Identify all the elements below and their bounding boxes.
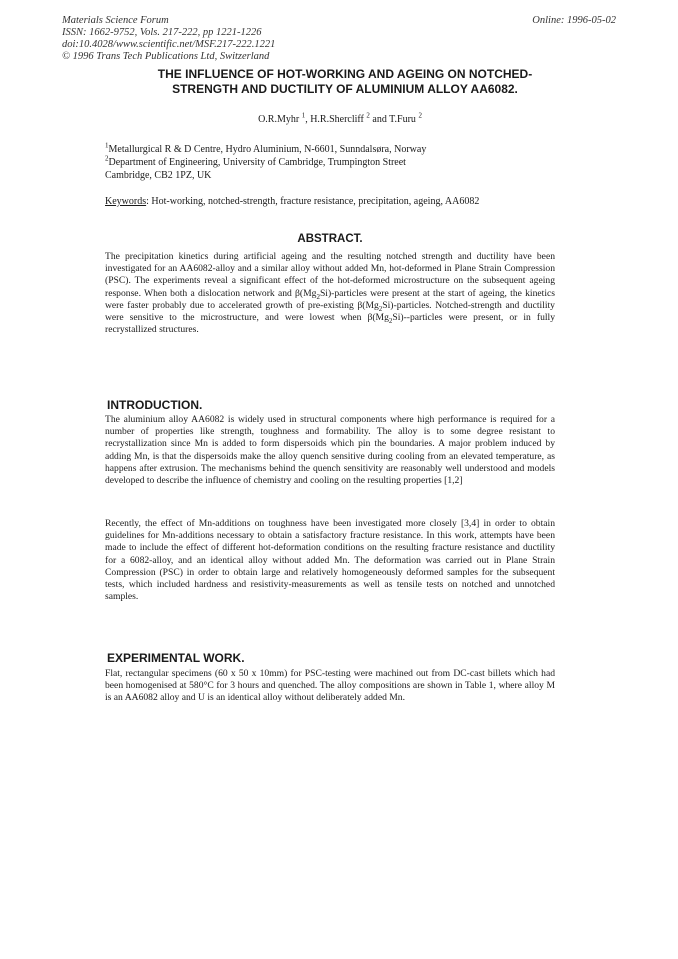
author-1: O.R.Myhr [258, 114, 300, 125]
abstract-heading: ABSTRACT. [297, 233, 363, 245]
keywords-label: Keywords [105, 196, 147, 207]
abstract-sub-1: 2 [316, 292, 320, 301]
experimental-heading: EXPERIMENTAL WORK. [107, 651, 245, 665]
abstract-text-2: Si)-particles were present at the start of ageing, the kinetics were faster probably due to accelerated growth of pre-existing β(Mg [105, 287, 555, 311]
abstract-sub-3: 2 [388, 316, 393, 325]
affiliation-1 [105, 143, 426, 156]
paper-title [95, 67, 595, 97]
author-1-affil: 1 [301, 111, 306, 120]
author-and: and [372, 114, 387, 125]
online-date: Online: 1996-05-02 [532, 15, 616, 26]
issn-line: ISSN: 1662-9752, Vols. 217-222, pp 1221-1226 [62, 27, 262, 38]
author-2-affil: 2 [366, 111, 370, 120]
affiliation-2-cont: Cambridge, CB2 1PZ, UK [105, 170, 212, 181]
doi-line: doi:10.4028/www.scientific.net/MSF.217-222.1221 [62, 39, 276, 50]
author-3: T.Furu [389, 114, 416, 125]
journal-name: Materials Science Forum [62, 15, 169, 26]
copyright-line: © 1996 Trans Tech Publications Ltd, Switzerland [62, 51, 270, 62]
abstract-text-4: Si)--particles were present, or in fully recrystallized structures. [105, 312, 556, 336]
abstract-paragraph [105, 251, 555, 336]
keywords-text: : Hot-working, notched-strength, fracture resistance, precipitation, ageing, AA6082 [146, 196, 480, 207]
affiliation-1-text: Metallurgical R & D Centre, Hydro Aluminium, N-6601, Sunndalsøra, Norway [108, 144, 427, 155]
author-list: O.R.Myhr $^1$, H.R.Shercliff $^2$ and T.Furu $^2$ [258, 111, 422, 125]
abstract-text-3: Si)-particles. Notched-strength and ductility were sensitive to the microstructure, and were lowest when β(Mg [105, 299, 555, 324]
introduction-heading: INTRODUCTION. [107, 398, 203, 412]
affiliation-2-number: 2 [105, 154, 109, 163]
title-line-2: STRENGTH AND DUCTILITY OF ALUMINIUM ALLOY AA6082. [172, 82, 518, 96]
affiliation-2 [105, 156, 426, 169]
publication-header [62, 15, 275, 63]
abstract-sub-2: 2 [378, 304, 383, 313]
title-line-1: THE INFLUENCE OF HOT-WORKING AND AGEING ON NOTCHED- [157, 67, 533, 81]
abstract-text-1: The precipitation kinetics during artificial ageing and the resulting notched strength and ductility have been investigated for an AA6082-alloy and a similar alloy without added Mn, hot-deformed in Plane Strain Compression (PSC). The experiments reveal a significant effect of the hot-deformed microstructure on the subsequent ageing response. When both a dislocation network and β(Mg [105, 251, 555, 299]
introduction-paragraph-2: Recently, the effect of Mn-additions on toughness have been investigated more closely [3,4] in order to obtain guidelines for Mn-additions necessary to obtain a satisfactory fracture resistance. In this work, attempts have been made to include the effect of different hot-deformation conditions on the resulting fracture resistance and ductility for a 6082-alloy, and an identical alloy without added Mn. The deformation was carried out in Plane Strain Compression (PSC) in order to obtain large and relatively homogeneously deformed samples for the subsequent tests, which included hardness and resistivity-measurements as well as tensile tests on notched and unnotched samples. [105, 518, 555, 603]
author-2: H.R.Shercliff [310, 114, 364, 125]
affiliations [105, 143, 426, 182]
affiliation-1-number: 1 [105, 141, 109, 150]
experimental-paragraph-1: Flat, rectangular specimens (60 x 50 x 10mm) for PSC-testing were machined out from DC-cast billets which had been homogenised at 580°C for 3 hours and quenched. The alloy compositions are shown in Table 1, where alloy M is an AA6082 alloy and U is an identical alloy without deliberately added Mn. [105, 668, 555, 704]
keywords [105, 196, 479, 207]
introduction-paragraph-1: The aluminium alloy AA6082 is widely used in structural components where high performance is required for a number of properties like strength, toughness and formability. The alloy is to some degree resistant to recrystallization since Mn is added to form dispersoids which pin the boundaries. A major problem induced by adding Mn, is that the dispersoids make the alloy quench sensitive during cooling from an elevated temperature, as happens after extrusion. The mechanisms behind the quench sensitivity are reasonably well understood and models developed to describe the influence of chemistry and cooling on the resulting properties [1,2] [105, 414, 555, 487]
affiliation-2-text: Department of Engineering, University of Cambridge, Trumpington Street [108, 157, 406, 168]
author-3-affil: 2 [418, 111, 422, 120]
